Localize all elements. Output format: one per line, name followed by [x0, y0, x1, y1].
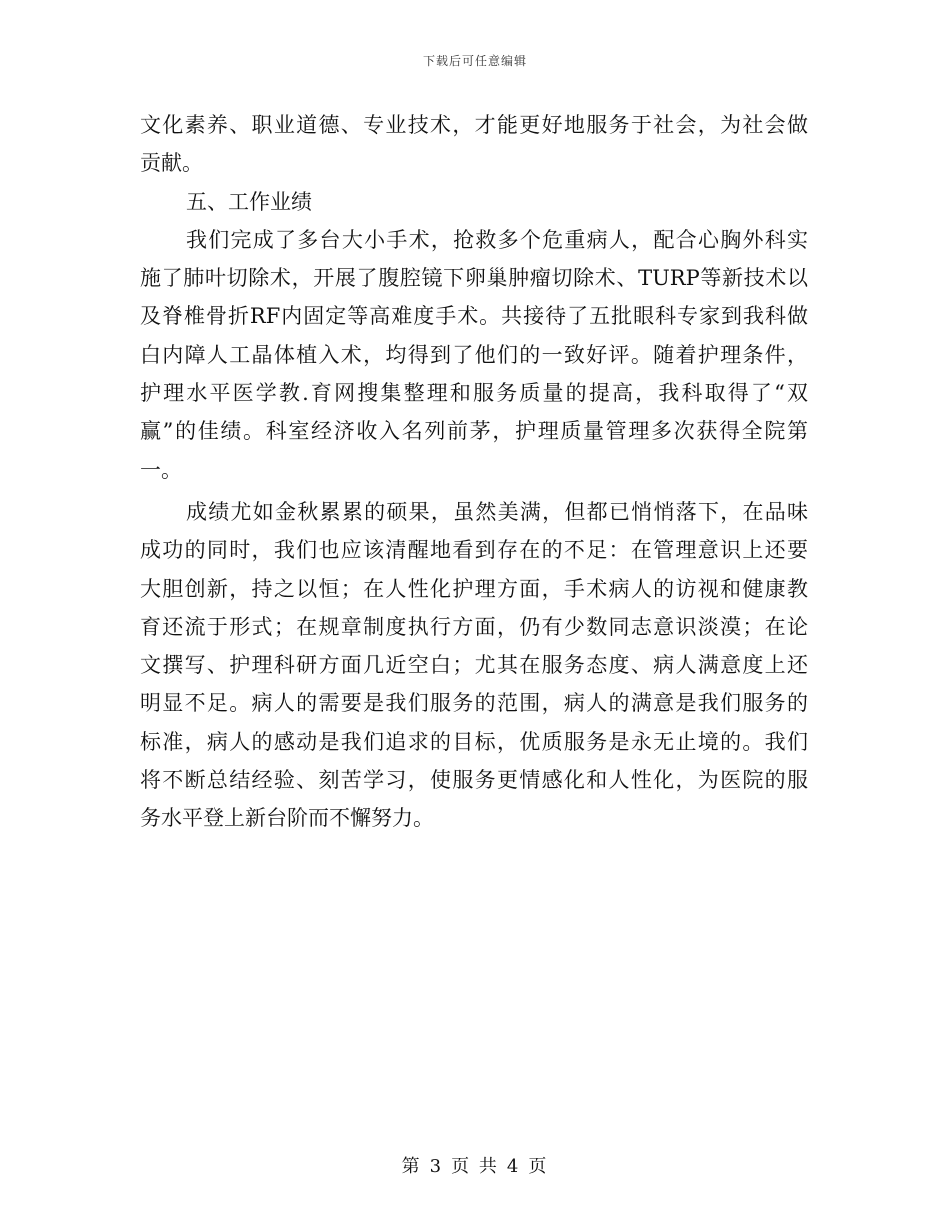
footer-middle: 页 共 [451, 1156, 499, 1177]
text-line: 护理水平医学教.育网搜集整理和服务质量的提高，我科取得了“双 [140, 381, 808, 406]
text-line: 及脊椎骨折RF内固定等高难度手术。共接待了五批眼科专家到我科做 [140, 304, 808, 329]
text-line: 成绩尤如金秋累累的硕果，虽然美满，但都已悄悄落下，在品味 [186, 499, 808, 524]
text-line: 文撰写、护理科研方面几近空白；尤其在服务态度、病人满意度上还 [140, 653, 808, 678]
text-line: 文化素养、职业道德、专业技术，才能更好地服务于社会，为社会做 [140, 113, 808, 137]
page-number: 3 [429, 1156, 444, 1177]
paragraph-reflection [140, 493, 808, 838]
page-footer [0, 1152, 950, 1178]
text-line: 一。 [140, 457, 182, 482]
footer-suffix: 页 [528, 1156, 549, 1177]
text-line: 育还流于形式；在规章制度执行方面，仍有少数同志意识淡漠；在论 [140, 614, 808, 639]
text-line: 务水平登上新台阶而不懈努力。 [140, 806, 434, 831]
paragraph-achievements [140, 221, 808, 489]
text-line: 贡献。 [140, 151, 203, 176]
text-line: 成功的同时，我们也应该清醒地看到存在的不足：在管理意识上还要 [140, 538, 808, 563]
text-line: 明显不足。病人的需要是我们服务的范围，病人的满意是我们服务的 [140, 691, 808, 716]
text-line: 赢”的佳绩。科室经济收入名列前茅，护理质量管理多次获得全院第 [140, 419, 808, 444]
header-note: 下载后可任意编辑 [422, 54, 527, 68]
document-body [140, 106, 808, 838]
text-line: 我们完成了多台大小手术，抢救多个危重病人，配合心胸外科实 [186, 227, 808, 252]
text-line: 大胆创新，持之以恒；在人性化护理方面，手术病人的访视和健康教 [140, 576, 808, 601]
page-total: 4 [506, 1156, 521, 1177]
section-heading-text: 五、工作业绩 [186, 189, 312, 214]
paragraph-continued [140, 106, 808, 183]
text-line: 白内障人工晶体植入术，均得到了他们的一致好评。随着护理条件， [140, 342, 808, 367]
section-heading [140, 183, 808, 221]
text-line: 将不断总结经验、刻苦学习，使服务更情感化和人性化，为医院的服 [140, 768, 808, 793]
footer-prefix: 第 [401, 1156, 422, 1177]
text-line: 施了肺叶切除术，开展了腹腔镜下卵巢肿瘤切除术、TURP等新技术以 [140, 266, 808, 291]
text-line: 标准，病人的感动是我们追求的目标，优质服务是永无止境的。我们 [140, 729, 808, 754]
